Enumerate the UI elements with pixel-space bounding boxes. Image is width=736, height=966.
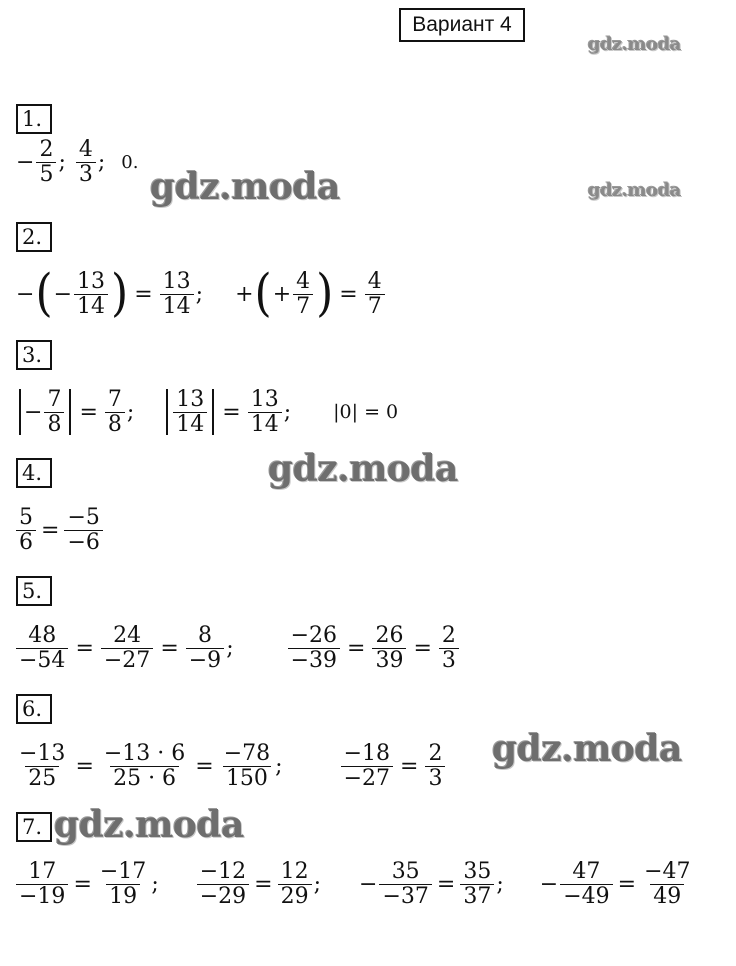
equals-sign: = [75, 753, 94, 779]
numerator: 2 [428, 740, 443, 766]
numerator: 4 [78, 136, 93, 162]
abs-bar [166, 389, 168, 435]
numerator: −5 [67, 504, 100, 530]
denominator: 3 [439, 648, 459, 673]
minus-sign: − [16, 149, 35, 175]
minus-sign: − [24, 399, 43, 425]
equals-sign: = [134, 281, 153, 307]
numerator: 48 [28, 622, 57, 648]
numerator: 8 [197, 622, 212, 648]
fraction [160, 270, 194, 319]
task-1-answer [16, 134, 138, 190]
minus-sign: − [53, 281, 73, 307]
numerator: 13 [162, 268, 191, 294]
task-number-4: 4. [16, 458, 52, 488]
numerator: −17 [99, 858, 147, 884]
numerator: 2 [441, 622, 456, 648]
paren: ( [254, 264, 272, 323]
task-number-5: 5. [16, 576, 52, 606]
denominator: 39 [372, 648, 406, 673]
task-5-answer [14, 620, 461, 676]
task-number-2: 2. [16, 222, 52, 252]
fraction [221, 742, 273, 791]
denominator: 14 [248, 412, 282, 437]
task-number-1: 1. [16, 104, 52, 134]
equals-sign: = [195, 753, 214, 779]
watermark: gdz.moda [588, 34, 681, 55]
numerator: −26 [290, 622, 338, 648]
fraction [425, 742, 445, 791]
equals-sign: = [617, 871, 637, 897]
watermark: gdz.moda [268, 448, 458, 490]
numerator: 35 [391, 858, 420, 884]
equals-sign: = [160, 635, 179, 661]
fraction [101, 742, 188, 791]
fraction [44, 388, 64, 437]
equals-sign: = [75, 635, 94, 661]
watermark: gdz.moda [54, 804, 244, 846]
denominator: −9 [186, 648, 224, 673]
denominator: 19 [106, 884, 140, 909]
zero-value: 0. [121, 151, 139, 173]
numerator: 47 [572, 858, 601, 884]
denominator: 37 [460, 884, 494, 909]
fraction [186, 624, 224, 673]
fraction [560, 860, 612, 909]
task-2-answer [16, 266, 387, 322]
numerator: 24 [113, 622, 142, 648]
fraction [372, 624, 406, 673]
fraction [76, 138, 96, 187]
watermark: gdz.moda [150, 166, 340, 208]
denominator: −19 [16, 884, 68, 909]
numerator: 35 [463, 858, 492, 884]
task-number-7: 7. [16, 812, 52, 842]
numerator: 5 [19, 504, 33, 530]
numerator: 26 [375, 622, 404, 648]
denominator: 49 [650, 884, 684, 909]
numerator: −13 · 6 [103, 740, 186, 766]
numerator: −78 [223, 740, 271, 766]
denominator: −27 [341, 766, 393, 791]
fraction [341, 742, 393, 791]
fraction [365, 270, 385, 319]
fraction [641, 860, 693, 909]
fraction [278, 860, 312, 909]
separator: ; [496, 871, 504, 897]
paren: ) [316, 264, 334, 323]
fraction [16, 860, 68, 909]
task-3-answer [16, 384, 398, 440]
fraction [379, 860, 431, 909]
fraction [101, 624, 153, 673]
numerator: 13 [250, 386, 279, 412]
fraction [16, 506, 36, 555]
fraction [197, 860, 249, 909]
equals-sign: = [347, 635, 366, 661]
task-7-answer [14, 856, 696, 912]
fraction [74, 270, 108, 319]
numerator: 2 [39, 136, 54, 162]
denominator: 25 [25, 766, 59, 791]
fraction [64, 506, 102, 555]
denominator: −29 [197, 884, 249, 909]
numerator: 13 [176, 386, 205, 412]
denominator: 7 [293, 294, 313, 319]
fraction [439, 624, 459, 673]
fraction [16, 624, 68, 673]
denominator: 25 · 6 [110, 766, 179, 791]
equals-sign: = [400, 753, 419, 779]
denominator: 3 [76, 162, 96, 187]
separator: ; [97, 149, 106, 175]
fraction [248, 388, 282, 437]
denominator: 14 [160, 294, 194, 319]
plus-sign: + [272, 281, 292, 307]
denominator: 14 [173, 412, 207, 437]
denominator: 29 [278, 884, 312, 909]
numerator: −12 [199, 858, 247, 884]
abs-bar [69, 389, 71, 435]
fraction [16, 742, 68, 791]
plus-sign: + [235, 281, 254, 307]
denominator: −39 [288, 648, 340, 673]
denominator: −6 [64, 530, 102, 555]
abs-zero: |0| = 0 [333, 401, 399, 423]
variant-label: Вариант 4 [399, 8, 525, 42]
watermark: gdz.moda [492, 728, 682, 770]
task-4-answer [14, 502, 105, 558]
task-number-6: 6. [16, 694, 52, 724]
numerator: 13 [77, 268, 106, 294]
separator: ; [226, 635, 234, 661]
separator: ; [283, 399, 292, 425]
separator: ; [58, 149, 66, 175]
numerator: 12 [280, 858, 309, 884]
fraction [293, 270, 313, 319]
watermark: gdz.moda [588, 180, 681, 201]
numerator: −13 [19, 740, 66, 766]
numerator: 7 [47, 386, 62, 412]
fraction [97, 860, 149, 909]
equals-sign: = [73, 871, 92, 897]
fraction [288, 624, 340, 673]
denominator: 8 [44, 412, 64, 437]
equals-sign: = [339, 281, 358, 307]
denominator: 150 [223, 766, 271, 791]
fraction [105, 388, 125, 437]
denominator: 5 [36, 162, 56, 187]
equals-sign: = [222, 399, 241, 425]
equals-sign: = [436, 871, 456, 897]
numerator: −47 [644, 858, 691, 884]
numerator: 17 [28, 858, 57, 884]
abs-bar [212, 389, 214, 435]
task-number-3: 3. [16, 340, 52, 370]
minus-sign: − [359, 871, 378, 897]
separator: ; [195, 281, 204, 307]
denominator: 8 [105, 412, 125, 437]
paren: ( [35, 264, 53, 323]
separator: ; [151, 871, 159, 897]
fraction [36, 138, 56, 187]
minus-sign: − [16, 281, 35, 307]
denominator: 14 [74, 294, 108, 319]
equals-sign: = [254, 871, 273, 897]
equals-sign: = [413, 635, 432, 661]
equals-sign: = [79, 399, 98, 425]
denominator: 6 [16, 530, 36, 555]
numerator: 4 [296, 268, 311, 294]
fraction [173, 388, 207, 437]
paren: ) [111, 264, 129, 323]
separator: ; [275, 753, 283, 779]
numerator: −18 [343, 740, 391, 766]
abs-bar [19, 389, 21, 435]
denominator: −27 [101, 648, 153, 673]
numerator: 7 [107, 386, 122, 412]
minus-sign: − [539, 871, 559, 897]
separator: ; [126, 399, 135, 425]
denominator: −49 [560, 884, 612, 909]
equals-sign: = [41, 517, 60, 543]
denominator: 3 [425, 766, 445, 791]
denominator: −37 [379, 884, 431, 909]
separator: ; [313, 871, 322, 897]
denominator: 7 [365, 294, 385, 319]
denominator: −54 [16, 648, 68, 673]
fraction [460, 860, 494, 909]
task-6-answer [14, 738, 447, 794]
numerator: 4 [367, 268, 382, 294]
